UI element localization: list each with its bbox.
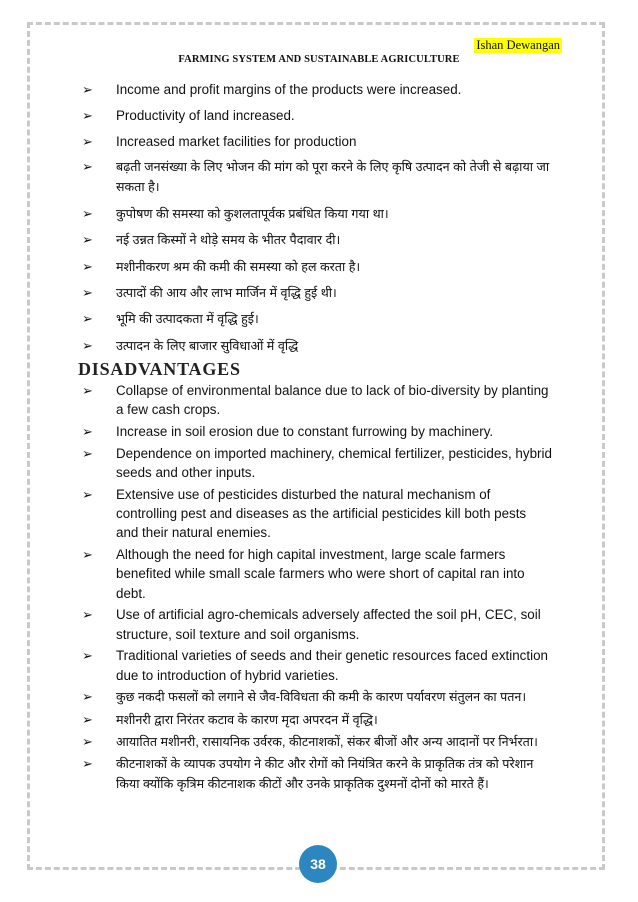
running-header: FARMING SYSTEM AND SUSTAINABLE AGRICULTURE — [178, 54, 460, 65]
list-item-text: कुछ नकदी फसलों को लगाने से जैव-विविधता की कमी के कारण पर्यावरण संतुलन का पतन। — [116, 690, 527, 705]
list-item — [82, 646, 552, 685]
list-item-text: Dependence on imported machinery, chemical fertilizer, pesticides, hybrid seeds and other inputs. — [116, 445, 552, 480]
list-item — [82, 687, 552, 707]
list-item — [82, 422, 552, 441]
list-item-text: कुपोषण की समस्या को कुशलतापूर्वक प्रबंधित किया गया था। — [116, 206, 389, 221]
arrow-right-icon: ➢ — [82, 648, 93, 664]
list-item — [82, 309, 552, 329]
list-item-text: Extensive use of pesticides disturbed the natural mechanism of controlling pest and diseases as the artificial pesticides kill both pests and their natural enemies. — [116, 486, 527, 541]
list-item-text: बढ़ती जनसंख्या के लिए भोजन की मांग को पूरा करने के लिए कृषि उत्पादन को तेजी से बढ़ाया जा सकता है। — [116, 160, 550, 195]
arrow-right-icon: ➢ — [82, 755, 93, 771]
list-item — [82, 381, 552, 420]
author-name: Ishan Dewangan — [476, 38, 560, 52]
list-item — [82, 485, 552, 543]
list-item-text: मशीनीकरण श्रम की कमी की समस्या को हल करता है। — [116, 259, 361, 274]
list-item — [82, 732, 552, 752]
arrow-right-icon: ➢ — [82, 547, 93, 562]
list-item-text: नई उन्नत किस्मों ने थोड़े समय के भीतर पैदावार दी। — [116, 233, 341, 248]
list-item-text: भूमि की उत्पादकता में वृद्धि हुई। — [116, 312, 259, 327]
list-item — [82, 230, 552, 250]
list-item-text: मशीनरी द्वारा निरंतर कटाव के कारण मृदा अपरदन में वृद्धि। — [116, 712, 378, 727]
disadvantages-heading: DISADVANTAGES — [78, 359, 241, 379]
arrow-right-icon: ➢ — [82, 159, 93, 175]
list-item-text: Increased market facilities for production — [116, 133, 357, 149]
list-item — [82, 80, 552, 99]
arrow-right-icon: ➢ — [82, 689, 93, 705]
arrow-right-icon: ➢ — [82, 486, 93, 502]
list-item — [82, 605, 552, 644]
list-item-text: Use of artificial agro-chemicals adversely affected the soil pH, CEC, soil structure, soil texture and soil organisms. — [116, 607, 541, 642]
arrow-right-icon: ➢ — [82, 284, 93, 300]
arrow-right-icon: ➢ — [82, 311, 93, 327]
arrow-right-icon: ➢ — [82, 133, 93, 149]
list-item — [82, 336, 552, 356]
list-item-text: Although the need for high capital investment, large scale farmers benefited while small scale farmers who were short of capital ran into debt. — [116, 547, 525, 601]
list-item — [82, 106, 552, 125]
list-item-text: Traditional varieties of seeds and their genetic resources faced extinction due to introduction of hybrid varieties. — [116, 648, 548, 683]
arrow-right-icon: ➢ — [82, 607, 93, 623]
list-item — [82, 157, 552, 197]
list-item — [82, 710, 552, 730]
list-item — [82, 132, 552, 151]
arrow-right-icon: ➢ — [82, 82, 93, 97]
list-item-text: उत्पादों की आय और लाभ मार्जिन में वृद्धि हुई थी। — [116, 285, 337, 300]
list-item-text: Increase in soil erosion due to constant furrowing by machinery. — [116, 424, 494, 439]
list-item — [82, 257, 552, 277]
arrow-right-icon: ➢ — [82, 107, 93, 123]
list-item-text: Productivity of land increased. — [116, 107, 295, 123]
advantages-list — [82, 80, 552, 362]
list-item — [82, 204, 552, 224]
list-item-text: Collapse of environmental balance due to lack of bio-diversity by planting a few cash crops. — [116, 383, 549, 418]
arrow-right-icon: ➢ — [82, 232, 93, 248]
arrow-right-icon: ➢ — [82, 733, 93, 749]
list-item — [82, 545, 552, 603]
disadvantages-list — [82, 381, 552, 796]
list-item-text: आयातित मशीनरी, रासायनिक उर्वरक, कीटनाशकों, संकर बीजों और अन्य आदानों पर निर्भरता। — [116, 734, 538, 749]
arrow-right-icon: ➢ — [82, 258, 93, 274]
arrow-right-icon: ➢ — [82, 424, 93, 439]
arrow-right-icon: ➢ — [82, 337, 93, 353]
list-item — [82, 754, 552, 794]
page-number-badge: 38 — [299, 845, 337, 883]
list-item — [82, 283, 552, 303]
arrow-right-icon: ➢ — [82, 205, 93, 221]
list-item-text: कीटनाशकों के व्यापक उपयोग ने कीट और रोगों को नियंत्रित करने के प्राकृतिक तंत्र को परेशान किया क्योंकि कृत्रिम कीटनाशक कीटों और उनके प्राकृतिक दुश्मनों दोनों को मारते हैं। — [116, 756, 534, 791]
list-item-text: उत्पादन के लिए बाजार सुविधाओं में वृद्धि — [116, 338, 299, 353]
arrow-right-icon: ➢ — [82, 711, 93, 727]
list-item-text: Income and profit margins of the products were increased. — [116, 82, 462, 97]
arrow-right-icon: ➢ — [82, 445, 93, 461]
list-item — [82, 444, 552, 483]
arrow-right-icon: ➢ — [82, 383, 93, 398]
